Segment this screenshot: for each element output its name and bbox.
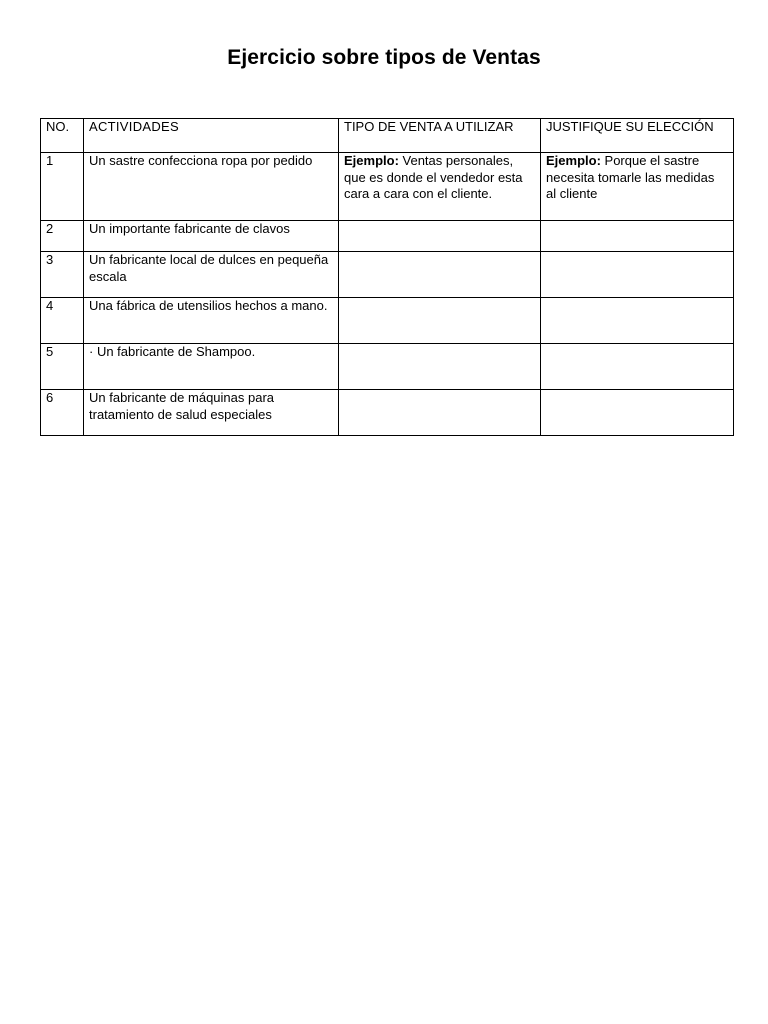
table-header-row	[41, 119, 734, 153]
tipo-venta-cell	[339, 298, 541, 344]
header-no: NO.	[41, 119, 84, 153]
justifique-cell	[541, 153, 734, 221]
table-row	[41, 221, 734, 252]
activity-cell: Un importante fabricante de clavos	[84, 221, 339, 252]
activity-cell: Una fábrica de utensilios hechos a mano.	[84, 298, 339, 344]
activities-table	[40, 118, 734, 436]
justifique-cell	[541, 298, 734, 344]
table-row	[41, 252, 734, 298]
document-title: Ejercicio sobre tipos de Ventas	[227, 46, 541, 69]
example-label: Ejemplo:	[546, 153, 601, 168]
row-number: 2	[41, 221, 84, 252]
activity-cell: Un sastre confecciona ropa por pedido	[84, 153, 339, 221]
table-row	[41, 298, 734, 344]
justifique-cell	[541, 252, 734, 298]
row-number: 5	[41, 344, 84, 390]
activity-cell: Un fabricante local de dulces en pequeña escala	[84, 252, 339, 298]
row-number: 1	[41, 153, 84, 221]
table-row	[41, 390, 734, 436]
activity-cell: Un fabricante de máquinas para tratamiento de salud especiales	[84, 390, 339, 436]
table-row	[41, 153, 734, 221]
activity-cell: · Un fabricante de Shampoo.	[84, 344, 339, 390]
tipo-venta-cell	[339, 252, 541, 298]
justifique-cell	[541, 221, 734, 252]
tipo-venta-text: Ventas personales, que es donde el vendedor esta cara a cara con el cliente.	[344, 153, 523, 201]
tipo-venta-cell	[339, 344, 541, 390]
tipo-venta-cell	[339, 153, 541, 221]
justifique-cell	[541, 344, 734, 390]
header-justifique: JUSTIFIQUE SU ELECCIÓN	[541, 119, 734, 153]
tipo-venta-cell	[339, 221, 541, 252]
header-tipo-venta: TIPO DE VENTA A UTILIZAR	[339, 119, 541, 153]
justifique-text: Porque el sastre necesita tomarle las medidas al cliente	[546, 153, 715, 201]
row-number: 6	[41, 390, 84, 436]
row-number: 4	[41, 298, 84, 344]
header-actividades: ACTIVIDADES	[84, 119, 339, 153]
table-row	[41, 344, 734, 390]
justifique-cell	[541, 390, 734, 436]
example-label: Ejemplo:	[344, 153, 399, 168]
tipo-venta-cell	[339, 390, 541, 436]
row-number: 3	[41, 252, 84, 298]
